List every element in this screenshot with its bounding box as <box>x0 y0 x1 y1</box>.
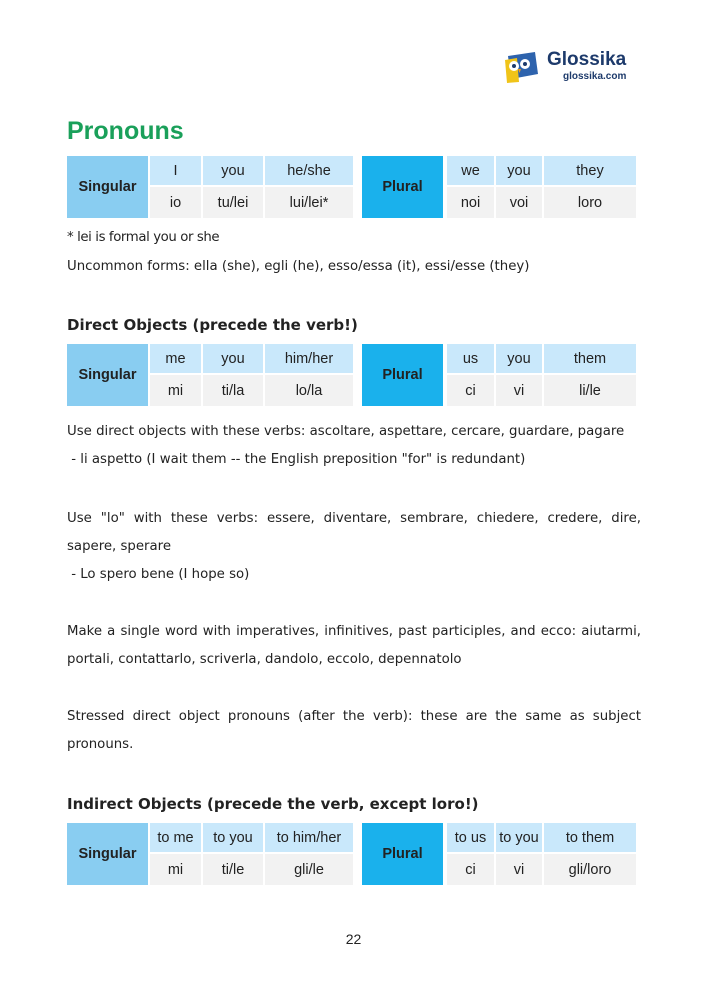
plural-value-2: vi <box>496 854 542 885</box>
plural-label: Plural <box>362 344 443 406</box>
pronouns-table <box>67 156 636 218</box>
singular-head-3: he/she <box>265 156 353 185</box>
single-word-note: Make a single word with imperatives, infinitives, past participles, and ecco: aiutarmi, portali, contattarlo, scriverla, dandolo, eccolo, depennatolo <box>67 624 641 667</box>
plural-label: Plural <box>362 156 443 218</box>
singular-head-1: I <box>150 156 201 185</box>
plural-value-3: loro <box>544 187 636 218</box>
stressed-pronouns-note: Stressed direct object pronouns (after the verb): these are the same as subject pronouns. <box>67 709 641 752</box>
direct-objects-example: - li aspetto (I wait them -- the English preposition "for" is redundant) <box>67 452 526 467</box>
singular-value-1: mi <box>150 854 201 885</box>
singular-head-2: to you <box>203 823 263 852</box>
glossika-logo <box>505 48 655 88</box>
singular-value-3: lo/la <box>265 375 353 406</box>
direct-objects-table <box>67 344 636 406</box>
singular-label: Singular <box>67 823 148 885</box>
plural-head-3: to them <box>544 823 636 852</box>
singular-label: Singular <box>67 344 148 406</box>
singular-value-1: io <box>150 187 201 218</box>
singular-value-2: tu/lei <box>203 187 263 218</box>
plural-head-1: to us <box>447 823 494 852</box>
uncommon-forms-note: Uncommon forms: ella (she), egli (he), esso/essa (it), essi/esse (they) <box>67 259 530 274</box>
plural-head-2: you <box>496 156 542 185</box>
plural-label: Plural <box>362 823 443 885</box>
direct-objects-heading: Direct Objects (precede the verb!) <box>67 316 358 334</box>
plural-head-2: to you <box>496 823 542 852</box>
singular-value-2: ti/le <box>203 854 263 885</box>
indirect-objects-heading: Indirect Objects (precede the verb, except loro!) <box>67 795 479 813</box>
singular-value-1: mi <box>150 375 201 406</box>
owl-logo-icon <box>505 52 539 84</box>
plural-head-3: them <box>544 344 636 373</box>
lo-verbs: Use "lo" with these verbs: essere, diventare, sembrare, chiedere, credere, dire, sapere, sperare <box>67 511 641 554</box>
plural-head-1: us <box>447 344 494 373</box>
plural-value-3: li/le <box>544 375 636 406</box>
singular-label: Singular <box>67 156 148 218</box>
singular-value-3: gli/le <box>265 854 353 885</box>
plural-value-2: vi <box>496 375 542 406</box>
brand-name: Glossika <box>547 49 627 70</box>
plural-value-1: ci <box>447 854 494 885</box>
direct-objects-verbs: Use direct objects with these verbs: ascoltare, aspettare, cercare, guardare, pagare <box>67 424 625 439</box>
singular-head-1: to me <box>150 823 201 852</box>
plural-value-1: noi <box>447 187 494 218</box>
page-number: 22 <box>345 931 362 947</box>
singular-head-2: you <box>203 156 263 185</box>
plural-head-1: we <box>447 156 494 185</box>
singular-head-1: me <box>150 344 201 373</box>
plural-value-3: gli/loro <box>544 854 636 885</box>
singular-head-2: you <box>203 344 263 373</box>
plural-head-3: they <box>544 156 636 185</box>
page-title: Pronouns <box>67 117 184 145</box>
lo-example: - Lo spero bene (I hope so) <box>67 567 250 582</box>
indirect-objects-table <box>67 823 636 885</box>
singular-head-3: him/her <box>265 344 353 373</box>
plural-value-2: voi <box>496 187 542 218</box>
brand-url: glossika.com <box>563 71 627 82</box>
singular-head-3: to him/her <box>265 823 353 852</box>
singular-value-3: lui/lei* <box>265 187 353 218</box>
singular-value-2: ti/la <box>203 375 263 406</box>
plural-value-1: ci <box>447 375 494 406</box>
plural-head-2: you <box>496 344 542 373</box>
formal-footnote: * lei is formal you or she <box>67 230 220 245</box>
